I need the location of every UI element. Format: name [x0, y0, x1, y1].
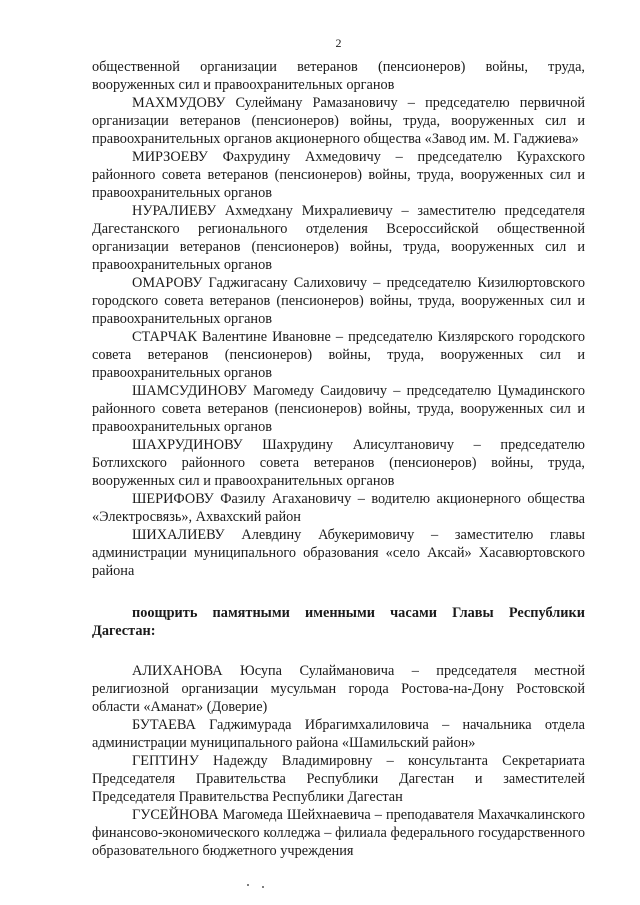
- list-item: ШИХАЛИЕВУ Алевдину Абукеримовичу – заместителю главы администрации муниципального образования «село Аксай» Хасавюртовского района: [92, 527, 585, 579]
- list-item: ГУСЕЙНОВА Магомеда Шейхнаевича – преподавателя Махачкалинского финансово-экономического колледжа – филиала федерального государственного образовательного бюджетного учреждения: [92, 807, 585, 859]
- list-item: общественной организации ветеранов (пенсионеров) войны, труда, вооруженных сил и правоохранительных органов: [92, 59, 585, 93]
- page-number: 2: [335, 36, 342, 50]
- scan-speck: [247, 884, 249, 886]
- list-item: НУРАЛИЕВУ Ахмедхану Михралиевичу – заместителю председателя Дагестанского регионального отделения Всероссийской общественной организации ветеранов (пенсионеров) войны, труда, вооруженных сил и правоохранительных органов: [92, 203, 585, 273]
- list-item: СТАРЧАК Валентине Ивановне – председателю Кизлярского городского совета ветеранов (пенсионеров) войны, труда, вооруженных сил и правоохранительных органов: [92, 329, 585, 381]
- award-list-watches: [92, 662, 585, 860]
- list-item: ШАМСУДИНОВУ Магомеду Саидовичу – председателю Цумадинского районного совета ветеранов (пенсионеров) войны, труда, вооруженных сил и правоохранительных органов: [92, 383, 585, 435]
- section-heading: поощрить памятными именными часами Главы Республики Дагестан:: [92, 605, 585, 639]
- scan-speck: [262, 886, 264, 888]
- list-item: ГЕПТИНУ Надежду Владимировну – консультанта Секретариата Председателя Правительства Республики Дагестан и заместителей Председателя Правительства Республики Дагестан: [92, 753, 585, 805]
- list-item: МИРЗОЕВУ Фахрудину Ахмедовичу – председателю Курахского районного совета ветеранов (пенсионеров) войны, труда, вооруженных сил и правоохранительных органов: [92, 149, 585, 201]
- list-item: АЛИХАНОВА Юсупа Сулаймановича – председателя местной религиозной организации мусульман города Ростова-на-Дону Ростовской области «Аманат» (Доверие): [92, 663, 585, 715]
- award-list-continued: [92, 58, 585, 580]
- list-item: ОМАРОВУ Гаджигасану Салиховичу – председателю Кизилюртовского городского совета ветеранов (пенсионеров) войны, труда, вооруженных сил и правоохранительных органов: [92, 275, 585, 327]
- list-item: ШАХРУДИНОВУ Шахрудину Алисултановичу – председателю Ботлихского районного совета ветеранов (пенсионеров) войны, труда, вооруженных сил и правоохранительных органов: [92, 437, 585, 489]
- list-item: МАХМУДОВУ Сулейману Рамазановичу – председателю первичной организации ветеранов (пенсионеров) войны, труда, вооруженных сил и правоохранительных органов акционерного общества «Завод им. М. Гаджиева»: [92, 95, 585, 147]
- list-item: БУТАЕВА Гаджимурада Ибрагимхалиловича – начальника отдела администрации муниципального района «Шамильский район»: [92, 717, 585, 751]
- list-item: ШЕРИФОВУ Фазилу Агахановичу – водителю акционерного общества «Электросвязь», Ахвахский район: [92, 491, 585, 525]
